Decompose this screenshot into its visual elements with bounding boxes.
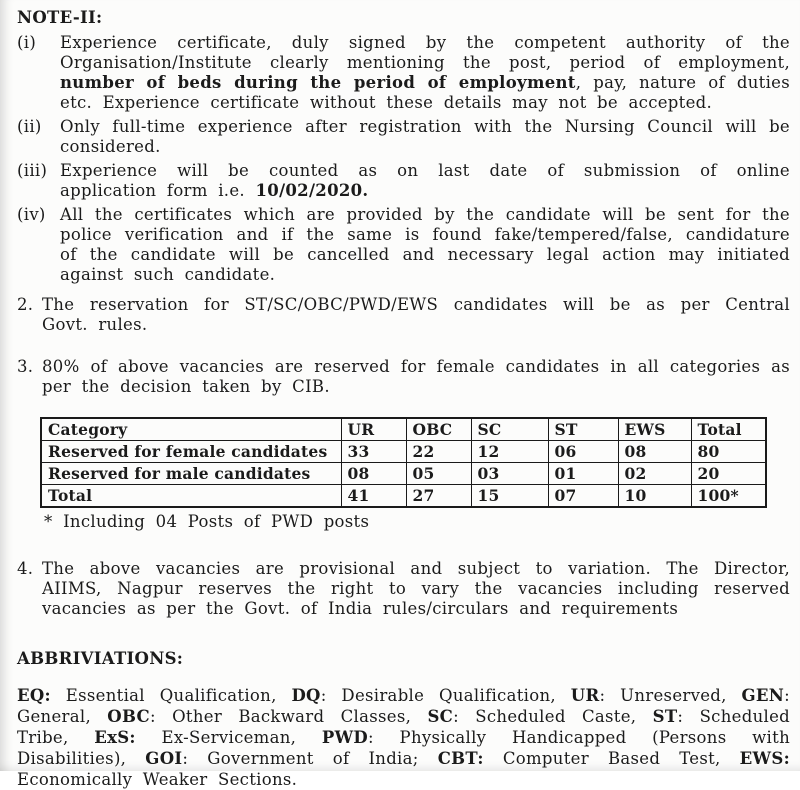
table-cell: 80 [691, 441, 766, 463]
table-cell: 33 [341, 441, 406, 463]
list-marker: 3. [17, 357, 34, 376]
list-item-text [60, 33, 790, 113]
list-item-text: The above vacancies are provisional and subject to variation. The Director, AIIMS, Nagpur reserves the right to vary the vacancies including reserved vacancies as per the Govt. of India rules/circulars and requirements [42, 559, 790, 618]
bold-text-segment: EWS: [739, 749, 790, 768]
list-marker: 2. [17, 295, 34, 314]
table-row [41, 441, 766, 463]
table-cell: 20 [691, 463, 766, 485]
table-cell: Reserved for male candidates [41, 463, 341, 485]
numbered-item-3 [17, 357, 790, 397]
list-item [17, 117, 790, 157]
text-segment: : Scheduled Tribe, [17, 707, 790, 747]
table-header-cell: ST [548, 418, 618, 441]
table-header-cell: Total [691, 418, 766, 441]
bold-text-segment: number of beds during the period of employment [60, 73, 576, 92]
bold-text-segment: CBT: [437, 749, 484, 768]
table-cell: 41 [341, 485, 406, 508]
notes-list [17, 33, 790, 285]
text-segment: Experience will be counted as on last date of submission of online application form i.e. [60, 161, 790, 200]
text-segment: : Unreserved, [599, 686, 742, 705]
list-item-text: The reservation for ST/SC/OBC/PWD/EWS candidates will be as per Central Govt. rules. [42, 295, 790, 334]
bold-text-segment: ExS: [94, 728, 136, 747]
table-row [41, 485, 766, 508]
table-header-cell: Category [41, 418, 341, 441]
bold-text-segment: ST [652, 707, 678, 726]
list-marker: (iii) [17, 161, 48, 180]
text-segment: Economically Weaker Sections. [17, 770, 298, 789]
table-cell: 27 [406, 485, 471, 508]
bold-text-segment: SC [427, 707, 454, 726]
list-item-text [60, 205, 790, 285]
list-item [17, 33, 790, 113]
vacancy-table [40, 417, 767, 508]
list-marker: 4. [17, 559, 34, 578]
text-segment: : General, [17, 686, 791, 726]
list-marker: (ii) [17, 117, 42, 136]
text-segment: Computer Based Test, [483, 749, 740, 768]
table-header-cell: UR [341, 418, 406, 441]
text-segment: : Government of India; [182, 749, 438, 768]
table-cell: 08 [341, 463, 406, 485]
abbreviations-paragraph [17, 685, 790, 790]
table-cell: 06 [548, 441, 618, 463]
bold-text-segment: UR [570, 686, 600, 705]
text-segment: : Scheduled Caste, [453, 707, 653, 726]
table-cell: 01 [548, 463, 618, 485]
table-cell: 12 [471, 441, 548, 463]
abbreviations-heading: ABBRIVIATIONS: [17, 649, 184, 668]
bold-text-segment: PWD [321, 728, 369, 747]
table-header-row [41, 418, 766, 441]
table-cell: 03 [471, 463, 548, 485]
text-segment: Only full-time experience after registration with the Nursing Council will be considered. [60, 117, 790, 156]
table-cell: Total [41, 485, 341, 508]
numbered-item-4 [17, 559, 790, 619]
text-segment: : Other Backward Classes, [149, 707, 428, 726]
list-marker: (iv) [17, 205, 46, 224]
table-cell: 100* [691, 485, 766, 508]
table-cell: 22 [406, 441, 471, 463]
list-item-text: 80% of above vacancies are reserved for female candidates in all categories as per the decision taken by CIB. [42, 357, 790, 396]
text-segment: : Desirable Qualification, [320, 686, 571, 705]
table-cell: 15 [471, 485, 548, 508]
list-item [17, 205, 790, 285]
text-segment: Essential Qualification, [50, 686, 292, 705]
list-item-text [60, 161, 790, 201]
table-cell: 10 [618, 485, 691, 508]
table-header-cell: EWS [618, 418, 691, 441]
note-heading: NOTE-II: [17, 8, 103, 27]
list-item-text [60, 117, 790, 157]
text-segment: Experience certificate, duly signed by the competent authority of the Organisation/Institute clearly mentioning the post, period of employment, [60, 33, 790, 72]
text-segment: Ex-Serviceman, [135, 728, 322, 747]
text-segment: All the certificates which are provided by the candidate will be sent for the police verification and if the same is found fake/tempered/false, candidature of the candidate will be cancelled and necessary legal action may initiated against such candidate. [60, 205, 790, 284]
bold-text-segment: OBC [107, 707, 150, 726]
table-cell: 08 [618, 441, 691, 463]
text-segment: , pay, nature of duties etc. Experience certificate without these details may not be accepted. [60, 73, 790, 112]
bold-text-segment: DQ [291, 686, 321, 705]
table-cell: 07 [548, 485, 618, 508]
text-segment: : Physically Handicapped (Persons with Disabilities), [17, 728, 790, 768]
bold-text-segment: EQ: [17, 686, 51, 705]
table-cell: Reserved for female candidates [41, 441, 341, 463]
bold-text-segment: GEN [741, 686, 785, 705]
bold-text-segment: GOI [145, 749, 183, 768]
list-item [17, 161, 790, 201]
table-cell: 02 [618, 463, 691, 485]
table-cell: 05 [406, 463, 471, 485]
table-footnote: * Including 04 Posts of PWD posts [44, 512, 370, 531]
table-row [41, 463, 766, 485]
table-header-cell: SC [471, 418, 548, 441]
list-marker: (i) [17, 33, 37, 52]
numbered-item-2 [17, 295, 790, 335]
bold-text-segment: 10/02/2020. [255, 181, 369, 200]
table-header-cell: OBC [406, 418, 471, 441]
